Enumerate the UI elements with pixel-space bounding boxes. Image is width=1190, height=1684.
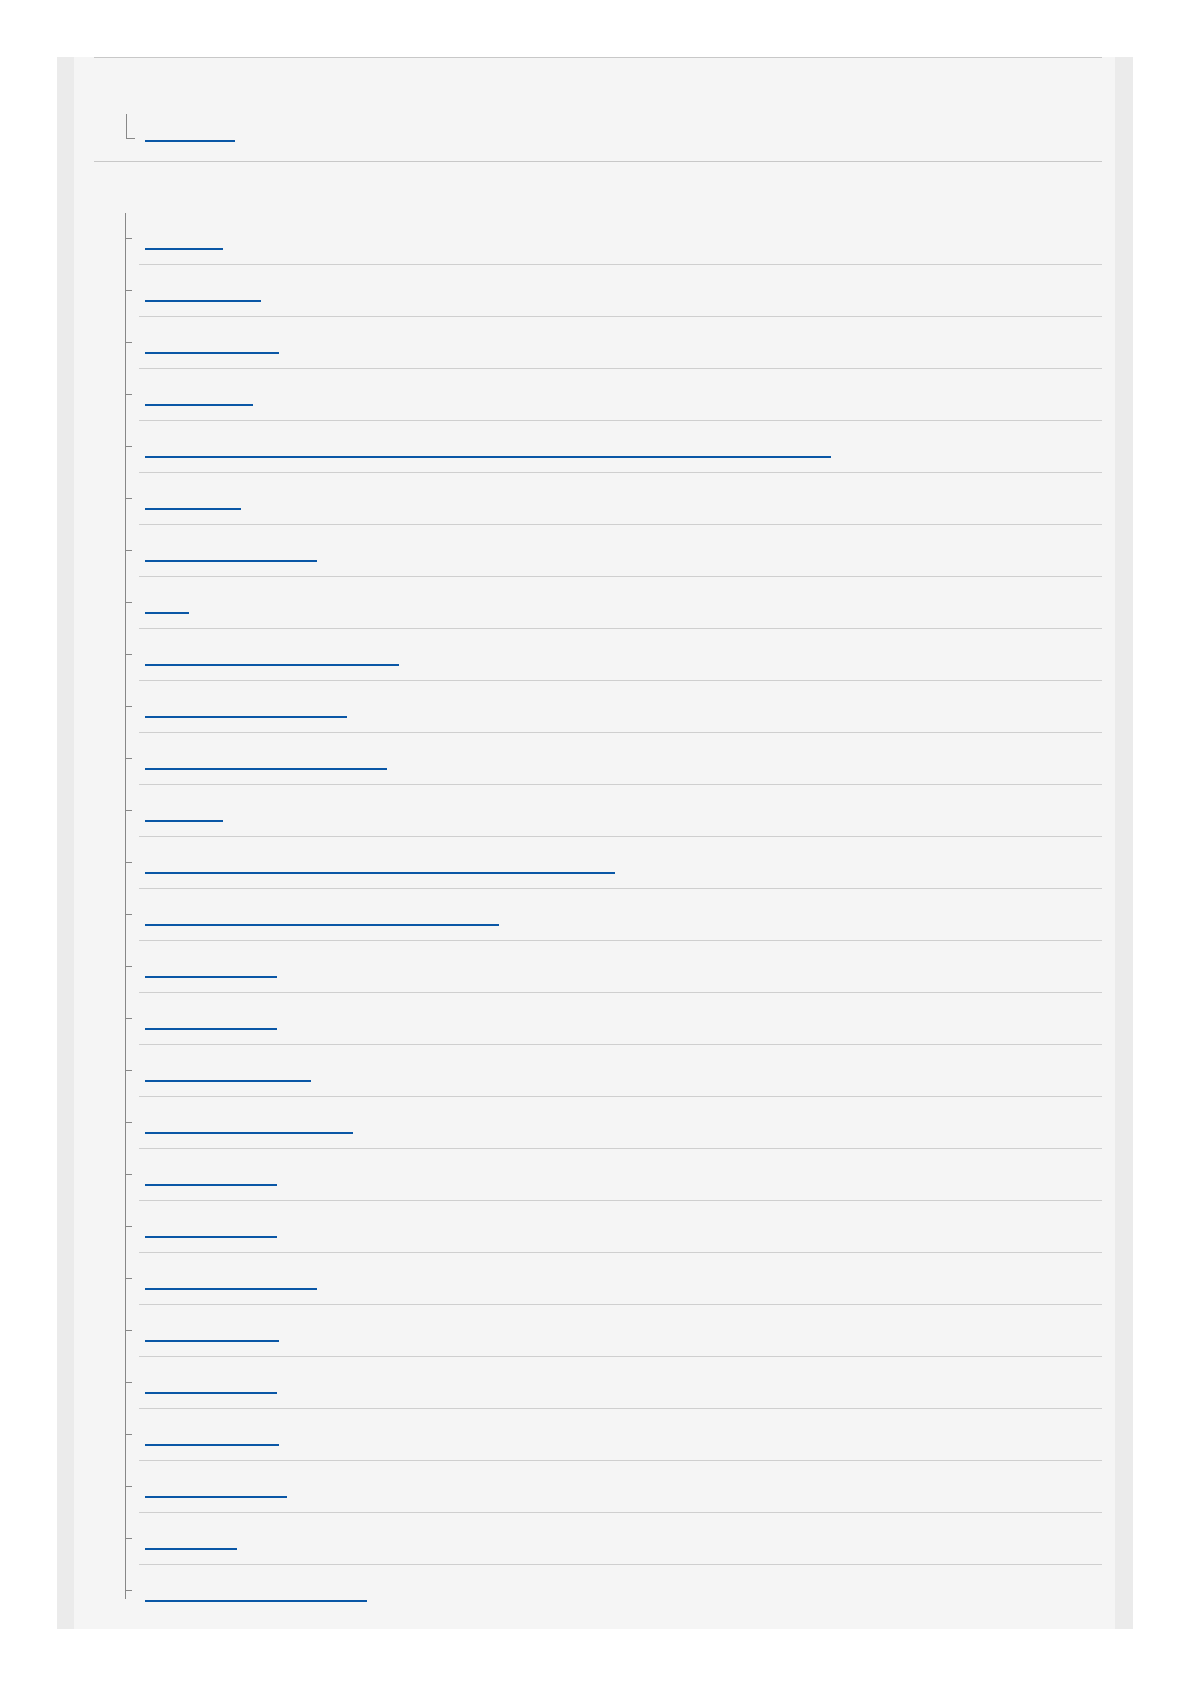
list-link[interactable] xyxy=(145,592,189,614)
list-link[interactable] xyxy=(145,696,347,718)
list-item xyxy=(125,1097,1102,1149)
page-content xyxy=(74,57,1115,1629)
tree-tick xyxy=(125,1018,132,1019)
parent-link[interactable] xyxy=(145,120,235,142)
list-item xyxy=(125,265,1102,317)
list-item xyxy=(125,1565,1102,1617)
list-item xyxy=(125,1201,1102,1253)
list-item xyxy=(125,369,1102,421)
tree-tick xyxy=(125,446,132,447)
list-item xyxy=(125,1149,1102,1201)
tree-tick xyxy=(125,1174,132,1175)
list-item xyxy=(125,1409,1102,1461)
list-link[interactable] xyxy=(145,1580,367,1602)
list-link[interactable] xyxy=(145,1528,237,1550)
tree-tick xyxy=(125,966,132,967)
tree-tick xyxy=(125,758,132,759)
tree-tick xyxy=(125,1278,132,1279)
list-item xyxy=(125,1045,1102,1097)
tree-tick xyxy=(125,290,132,291)
list-item xyxy=(125,577,1102,629)
list-link[interactable] xyxy=(145,1320,279,1342)
list-link[interactable] xyxy=(145,1268,317,1290)
list-item xyxy=(125,733,1102,785)
list-item xyxy=(125,1253,1102,1305)
list-link[interactable] xyxy=(145,280,261,302)
list-item xyxy=(125,1461,1102,1513)
document-page xyxy=(57,57,1133,1629)
tree-tick xyxy=(125,914,132,915)
tree-tick xyxy=(125,654,132,655)
list-link[interactable] xyxy=(145,488,241,510)
list-item xyxy=(125,317,1102,369)
section-divider xyxy=(94,161,1102,162)
list-item xyxy=(125,837,1102,889)
list-item xyxy=(125,525,1102,577)
tree-tick xyxy=(125,1330,132,1331)
list-item xyxy=(125,1513,1102,1565)
list-item xyxy=(125,681,1102,733)
tree-tick xyxy=(125,862,132,863)
list-link[interactable] xyxy=(145,384,253,406)
list-item xyxy=(125,941,1102,993)
list-link[interactable] xyxy=(145,1060,311,1082)
list-item xyxy=(125,1357,1102,1409)
tree-tick xyxy=(125,1590,132,1591)
list-item xyxy=(125,473,1102,525)
list-item xyxy=(125,421,1102,473)
list-link[interactable] xyxy=(145,1216,277,1238)
list-link[interactable] xyxy=(145,436,831,458)
list-link[interactable] xyxy=(145,332,279,354)
tree-tick xyxy=(125,1382,132,1383)
list-link[interactable] xyxy=(145,644,399,666)
tree-tick xyxy=(125,238,132,239)
list-link[interactable] xyxy=(145,800,223,822)
tree-tick xyxy=(125,810,132,811)
tree-tick xyxy=(125,1226,132,1227)
tree-tick xyxy=(125,1486,132,1487)
list-item xyxy=(125,1305,1102,1357)
list-item xyxy=(125,785,1102,837)
list-link[interactable] xyxy=(145,1164,277,1186)
list-link[interactable] xyxy=(145,956,277,978)
tree-tick xyxy=(125,602,132,603)
list-item xyxy=(125,993,1102,1045)
list-item xyxy=(125,889,1102,941)
list-link[interactable] xyxy=(145,1008,277,1030)
tree-tick xyxy=(125,1434,132,1435)
list-link[interactable] xyxy=(145,748,387,770)
list-link[interactable] xyxy=(145,540,317,562)
tree-tick xyxy=(125,1122,132,1123)
tree-tick xyxy=(125,1070,132,1071)
list-link[interactable] xyxy=(145,904,499,926)
tree-tick xyxy=(125,550,132,551)
tree-tick xyxy=(125,498,132,499)
tree-tick xyxy=(125,342,132,343)
list-link[interactable] xyxy=(145,1476,287,1498)
tree-tick xyxy=(125,394,132,395)
list-link[interactable] xyxy=(145,1372,277,1394)
list-item xyxy=(125,629,1102,681)
list-link[interactable] xyxy=(145,1424,279,1446)
list-link[interactable] xyxy=(145,228,223,250)
list-item xyxy=(125,213,1102,265)
tree-tick xyxy=(125,706,132,707)
link-tree xyxy=(125,213,1102,1603)
list-link[interactable] xyxy=(145,1112,353,1134)
top-divider xyxy=(94,57,1102,58)
tree-tick xyxy=(125,1538,132,1539)
tree-branch-icon xyxy=(126,114,135,139)
list-link[interactable] xyxy=(145,852,615,874)
